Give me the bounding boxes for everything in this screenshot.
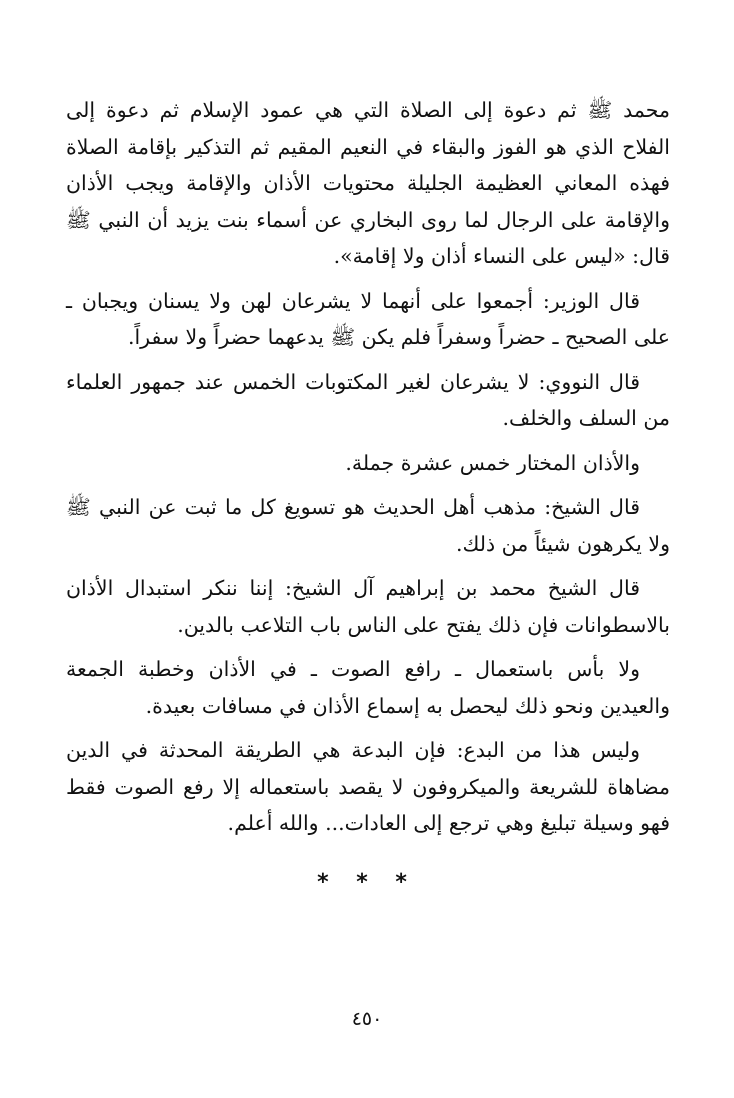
section-separator: * * * bbox=[317, 870, 417, 895]
paragraph-5: قال الشيخ: مذهب أهل الحديث هو تسويغ كل ما ثبت عن النبي ﷺ ولا يكرهون شيئاً من ذلك. bbox=[66, 495, 670, 556]
paragraph-7: ولا بأس باستعمال ـ رافع الصوت ـ في الأذان وخطبة الجمعة والعيدين ونحو ذلك ليحصل به إسماع الأذان في مسافات بعيدة. bbox=[66, 657, 670, 718]
paragraph-2: قال الوزير: أجمعوا على أنهما لا يشرعان لهن ولا يسنان ويجبان ـ على الصحيح ـ حضراً وسفراً فلم يكن ﷺ يدعهما حضراً ولا سفراً. bbox=[66, 288, 670, 349]
paragraph-3: قال النووي: لا يشرعان لغير المكتوبات الخمس عند جمهور العلماء من السلف والخلف. bbox=[66, 369, 670, 430]
paragraph-6: قال الشيخ محمد بن إبراهيم آل الشيخ: إننا ننكر استبدال الأذان بالاسطوانات فإن ذلك يفتح على الناس باب التلاعب بالدين. bbox=[66, 576, 670, 637]
paragraph-8: وليس هذا من البدع: فإن البدعة هي الطريقة المحدثة في الدين مضاهاة للشريعة والميكروفون لا يقصد باستعماله إلا رفع الصوت فقط فهو وسيلة تبليغ وهي ترجع إلى العادات... والله أعلم. bbox=[66, 738, 670, 835]
paragraph-1: محمد ﷺ ثم دعوة إلى الصلاة التي هي عمود الإسلام ثم دعوة إلى الفلاح الذي هو الفوز والبقاء في النعيم المقيم ثم التذكير بإقامة الصلاة فهذه المعاني العظيمة الجليلة محتويات الأذان والإقامة ويجب الأذان والإقامة على الرجال لما روى البخاري عن أسماء بنت يزيد أن النبي ﷺ قال: «ليس على النساء أذان ولا إقامة». bbox=[66, 98, 670, 268]
paragraph-4: والأذان المختار خمس عشرة جملة. bbox=[345, 450, 640, 475]
page-body bbox=[66, 92, 670, 850]
page-number: ٤٥٠ bbox=[351, 1008, 383, 1030]
